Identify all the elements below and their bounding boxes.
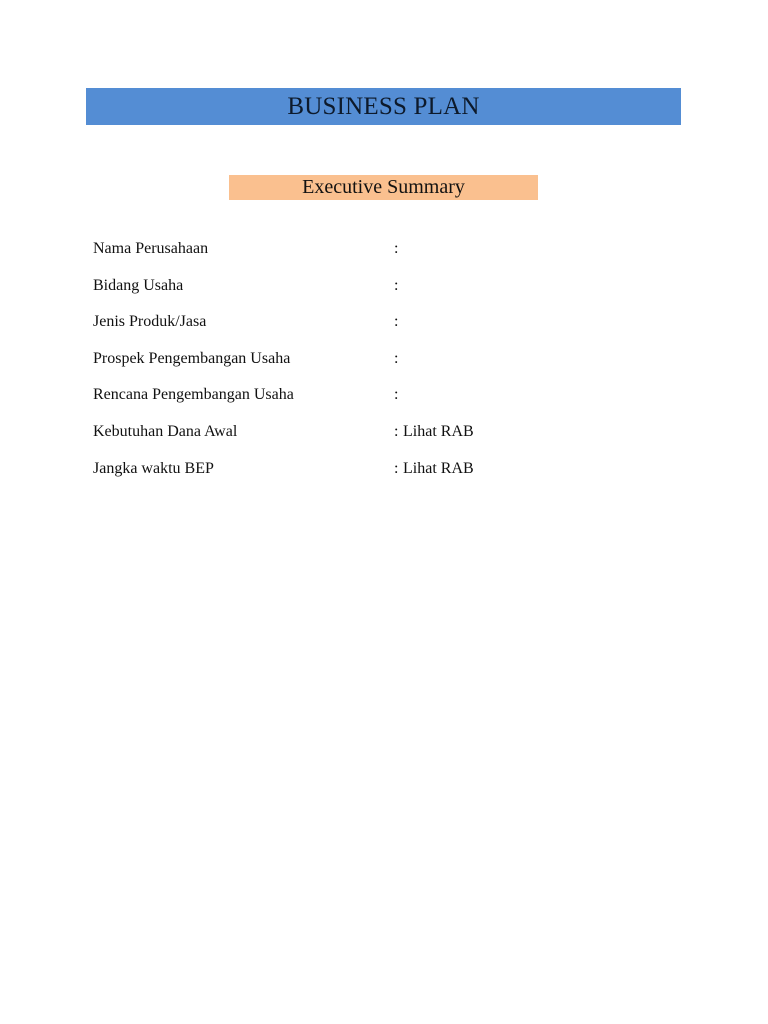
title-banner xyxy=(86,88,681,125)
field-separator: : xyxy=(394,422,399,440)
field-label: Jenis Produk/Jasa xyxy=(93,313,207,331)
field-label: Prospek Pengembangan Usaha xyxy=(93,349,291,367)
field-row xyxy=(93,421,653,458)
field-separator: : xyxy=(394,276,399,294)
section-title: Executive Summary xyxy=(302,176,465,198)
field-row xyxy=(93,311,653,348)
field-separator: : xyxy=(394,349,399,367)
document-title: BUSINESS PLAN xyxy=(287,92,480,120)
field-value: Lihat RAB xyxy=(403,459,474,477)
field-label: Kebutuhan Dana Awal xyxy=(93,422,238,440)
field-row xyxy=(93,238,653,275)
field-label: Rencana Pengembangan Usaha xyxy=(93,386,294,404)
field-separator: : xyxy=(394,459,399,477)
field-row xyxy=(93,458,653,495)
field-separator: : xyxy=(394,313,399,331)
field-row xyxy=(93,348,653,385)
field-label: Nama Perusahaan xyxy=(93,240,209,257)
field-row xyxy=(93,275,653,312)
field-value: Lihat RAB xyxy=(403,422,474,440)
field-separator: : xyxy=(394,240,399,257)
field-row xyxy=(93,384,653,421)
field-label: Jangka waktu BEP xyxy=(93,459,214,477)
field-label: Bidang Usaha xyxy=(93,276,184,294)
executive-summary-fields xyxy=(93,238,653,494)
section-banner xyxy=(229,175,538,200)
field-separator: : xyxy=(394,386,399,404)
